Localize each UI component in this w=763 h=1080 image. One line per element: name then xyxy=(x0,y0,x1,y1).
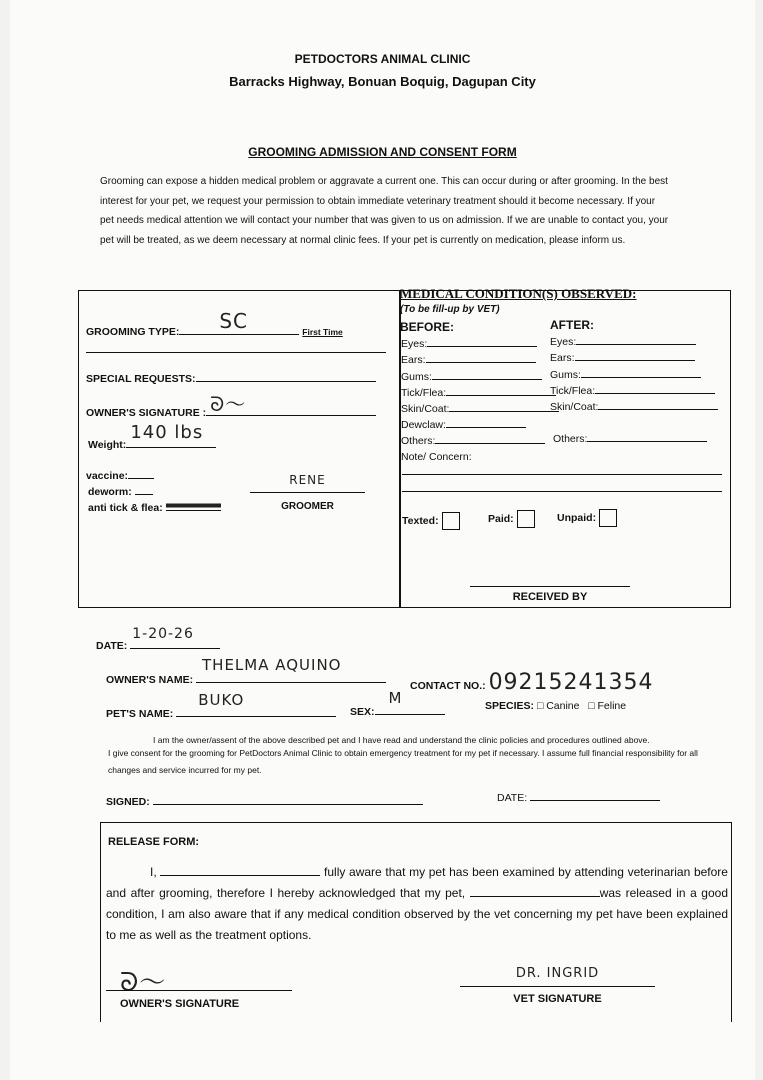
clinic-address: Barracks Highway, Bonuan Boquig, Dagupan City xyxy=(229,74,536,89)
others-before-field[interactable]: Others: xyxy=(401,434,545,447)
owner-sig-line[interactable] xyxy=(106,990,292,991)
groomer-line xyxy=(250,492,365,493)
owner-signature-label: OWNER'S SIGNATURE xyxy=(120,998,240,1010)
consent-p1: I am the owner/assent of the above described pet and I have read and understand the clinic policies and procedures outlined above. xyxy=(153,735,650,745)
release-text: I, fully aware that my pet has been examined by attending veterinarian before and after grooming, therefore I hereby acknowledged that my pet, was released in a good condition, I am also aware that if any medical condition observed by the vet concerning my pet have been explained to me as well as the treatment options. xyxy=(106,865,728,942)
medical-before-field[interactable]: Tick/Flea: xyxy=(401,386,556,399)
clinic-name: PETDOCTORS ANIMAL CLINIC xyxy=(294,52,471,66)
feline-option[interactable]: □ Feline xyxy=(588,700,627,712)
contact-field[interactable]: CONTACT NO.: 09215241354 xyxy=(410,670,654,695)
paid-checkbox[interactable]: Paid: xyxy=(488,510,535,528)
sex-value: M xyxy=(388,689,403,707)
medical-before-field[interactable]: Gums: xyxy=(401,370,542,383)
after-label: AFTER: xyxy=(550,318,594,332)
signed-field[interactable]: SIGNED: xyxy=(106,795,423,808)
form-paper xyxy=(10,0,755,1080)
others-after-field[interactable]: Others: xyxy=(553,432,707,445)
groomer-label: GROOMER xyxy=(281,501,334,512)
note-line[interactable] xyxy=(402,491,722,492)
before-label: BEFORE: xyxy=(400,320,454,334)
grooming-type-field[interactable]: GROOMING TYPE: SC First Time xyxy=(86,309,343,338)
owner-name-value: THELMA AQUINO xyxy=(202,656,342,674)
medical-before-field[interactable]: Eyes: xyxy=(401,337,537,350)
medical-after-field[interactable]: Ears: xyxy=(550,351,695,364)
medical-after-field[interactable]: Skin/Coat: xyxy=(550,400,718,413)
dewclaw-field[interactable]: Dewclaw: xyxy=(401,418,526,431)
received-by-label: RECEIVED BY xyxy=(512,591,588,603)
note-line[interactable] xyxy=(402,474,722,475)
vaccine-field[interactable]: vaccine: xyxy=(86,469,154,482)
medical-before-field[interactable]: Ears: xyxy=(401,353,536,366)
owner-signature-scribble: ᘐ～ xyxy=(120,968,167,998)
vet-name-value: DR. INGRID xyxy=(515,966,600,981)
contact-value: 09215241354 xyxy=(488,670,654,695)
intro-text: Grooming can expose a hidden medical problem or aggravate a current one. This can occur during or after grooming. In the best interest for your pet, we request your permission to obtain immediate veterinary treatment should it become necessary. If your pet needs medical attention we will contact your number that was given to us on admission. If we are unable to contact you, your pet will be treated, as we deem necessary at normal clinic fees. If your pet is currently on medication, please inform us. xyxy=(100,176,669,246)
medical-before-field[interactable]: Skin/Coat: xyxy=(401,402,559,415)
owner-signature-field[interactable]: OWNER'S SIGNATURE : ᘐ～ xyxy=(86,404,376,419)
texted-checkbox[interactable]: Texted: xyxy=(402,512,460,530)
weight-value: 140 lbs xyxy=(130,422,204,443)
medical-after-field[interactable]: Gums: xyxy=(550,368,701,381)
special-requests-field[interactable]: SPECIAL REQUESTS: xyxy=(86,372,376,385)
pet-name-value: BUKO xyxy=(198,691,245,709)
pet-name-field[interactable]: PET'S NAME: BUKO xyxy=(106,706,336,720)
medical-after-field[interactable]: Eyes: xyxy=(550,335,696,348)
note-label: Note/ Concern: xyxy=(401,451,472,463)
antitick-field[interactable]: anti tick & flea: xyxy=(88,501,221,514)
grooming-type-value: SC xyxy=(219,309,249,333)
consent-p2: I give consent for the grooming for PetDoctors Animal Clinic to obtain emergency treatment for my pet if necessary. I assume full financial responsibility for all changes and service incurred for my pet. xyxy=(108,748,698,775)
species-field: SPECIES: □ Canine □ Feline xyxy=(485,700,627,712)
date-value: 1-20-26 xyxy=(132,626,194,642)
owner-name-field[interactable]: OWNER'S NAME: THELMA AQUINO xyxy=(106,672,386,686)
consent-date-field[interactable]: DATE: xyxy=(497,791,660,804)
unpaid-checkbox[interactable]: Unpaid: xyxy=(557,509,617,527)
medical-subtitle: (To be fill-up by VET) xyxy=(400,304,500,315)
medical-after-field[interactable]: Tick/Flea: xyxy=(550,384,715,397)
date-field[interactable]: DATE: 1-20-26 xyxy=(96,638,220,652)
received-line xyxy=(470,586,630,587)
canine-option[interactable]: □ Canine xyxy=(536,700,580,712)
weight-field[interactable]: Weight: 140 lbs xyxy=(88,436,216,451)
release-title: RELEASE FORM: xyxy=(108,836,200,848)
groomer-value: RENE xyxy=(289,473,326,487)
blank-line xyxy=(86,352,386,353)
vet-sig-line[interactable] xyxy=(460,986,655,987)
sex-field[interactable]: SEX: M xyxy=(350,704,445,718)
deworm-field[interactable]: deworm: xyxy=(88,485,153,498)
medical-title: MEDICAL CONDITION(S) OBSERVED: xyxy=(400,286,637,301)
vet-signature-label: VET SIGNATURE xyxy=(513,993,602,1005)
form-title: GROOMING ADMISSION AND CONSENT FORM xyxy=(248,145,517,159)
